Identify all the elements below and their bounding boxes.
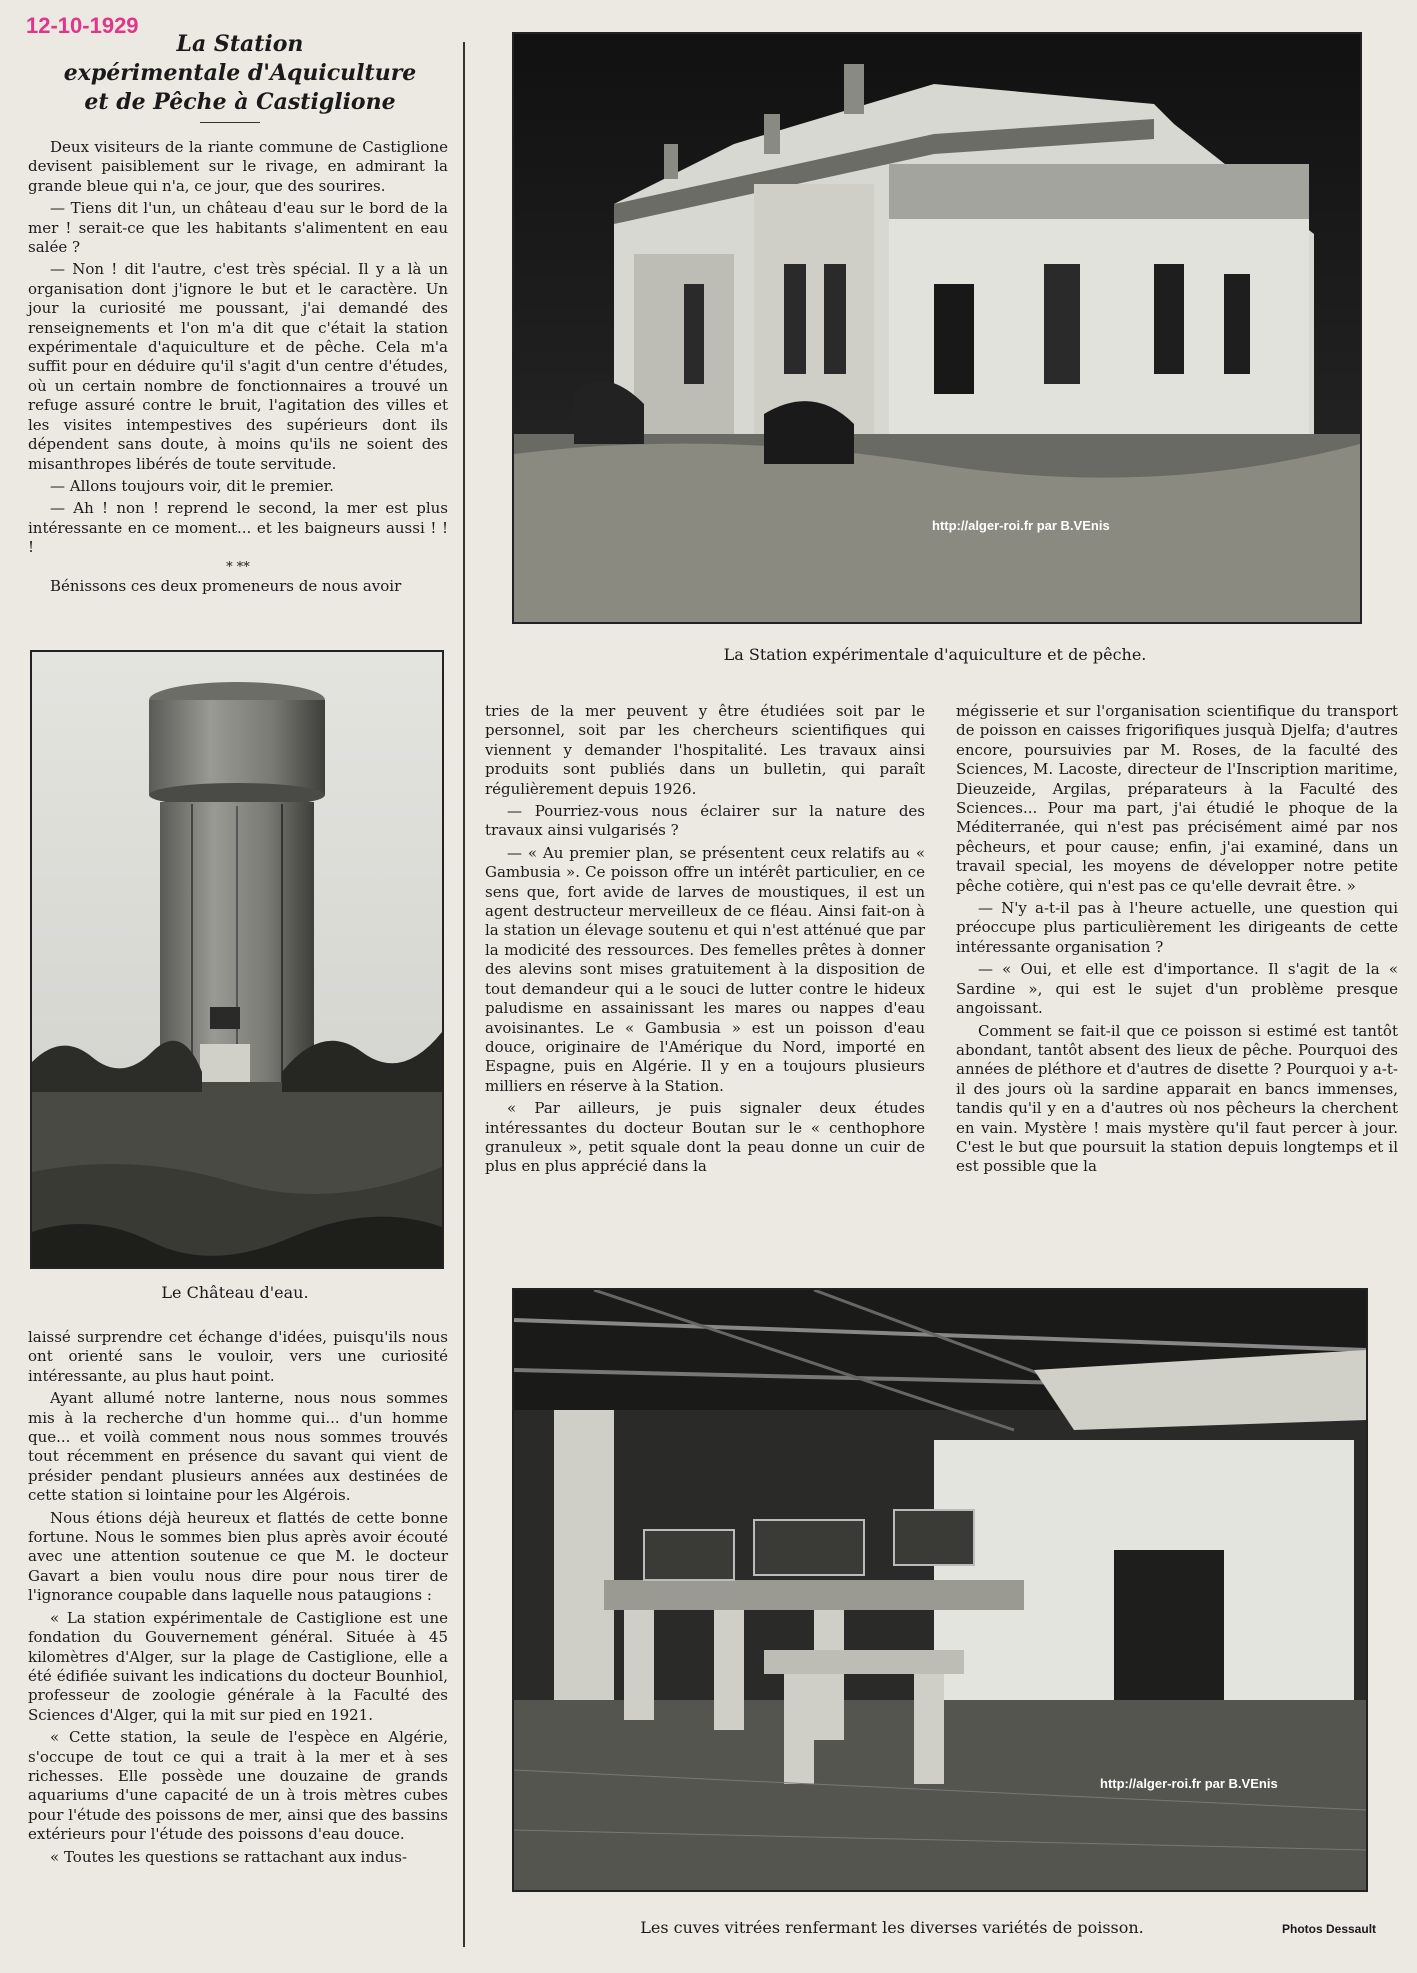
caption-tower: Le Château d'eau. [161, 1283, 309, 1302]
watermark-top: http://alger-roi.fr par B.VEnis [932, 518, 1110, 533]
paragraph: Nous étions déjà heureux et flattés de cette bonne fortune. Nous le sommes bien plus après avoir écouté avec une attention soutenue ce que M. le docteur Gavart a bien voulu nous dire pour nous tirer de l'ignorance coupable dans laquelle nous pataugions : [28, 1508, 448, 1605]
column-right [956, 702, 1398, 1180]
water-tower-photo [30, 650, 444, 1269]
caption-tanks: Les cuves vitrées renfermant les diverses variétés de poisson. [640, 1918, 1144, 1937]
paragraph: — « Au premier plan, se présentent ceux relatifs au « Gambusia ». Ce poisson offre un intérêt particulier, en ce sens que, fort avide de larves de moustiques, il est un agent destructeur merveilleux de ce fléau. Ainsi fait-on à la station un élevage soutenu et qui n'est atténué que par la modicité des ressources. Des femelles prêtes à donner des alevins sont mises gratuitement à la disposition de tout demandeur qui a le souci de lutter contre le hideux paludisme en assainissant les mares ou nappes d'eau avoisinantes. Le « Gambusia » est un poisson d'eau douce, originaire de l'Amérique du Nord, importé en Espagne, puis en Algérie. Il y en a toujours plusieurs milliers en réserve à la Station. [485, 843, 925, 1095]
paragraph: « Par ailleurs, je puis signaler deux études intéressantes du docteur Boutan sur le « centhophore granuleux », petit squale dont la peau donne un cuir de plus en plus apprécié dans la [485, 1099, 925, 1176]
title-line-1: La Station [176, 31, 304, 57]
paragraph: — N'y a-t-il pas à l'heure actuelle, une question qui préoccupe plus particulièrement les dirigeants de cette intéressante organisation ? [956, 899, 1398, 956]
paragraph: — « Oui, et elle est d'importance. Il s'agit de la « Sardine », qui est le sujet d'un problème presque angoissant. [956, 960, 1398, 1018]
station-building-photo [512, 32, 1362, 624]
paragraph: « Cette station, la seule de l'espèce en Algérie, s'occupe de tout ce qui a trait à la mer et à ses richesses. Elle possède une douzaine de grands aquariums d'une capacité de un à trois mètres cubes pour l'étude des poissons de mer, ainsi que des bassins extérieurs pour l'étude des poissons d'eau douce. [28, 1728, 448, 1844]
caption-station: La Station expérimentale d'aquiculture et de pêche. [723, 645, 1147, 664]
column-rule [463, 42, 465, 1947]
station-building-illustration [514, 34, 1360, 622]
watermark-bottom: http://alger-roi.fr par B.VEnis [1100, 1776, 1278, 1791]
paragraph: — Non ! dit l'autre, c'est très spécial. Il y a là un organisation dont j'ignore le but et le caractère. Un jour la curiosité me poussant, j'ai demandé des renseignements et l'on m'a dit que c'était la station expérimentale d'aquiculture et de pêche. Cela m'a suffit pour en déduire qu'il s'agit d'un centre d'études, où un certain nombre de fonctionnaires a trouvé un refuge assuré contre le bruit, l'agitation des villes et les visites intempestives des supérieurs dont ils dépendent sans doute, à moins qu'ils ne soient des misanthropes libérés de toute servitude. [28, 260, 448, 473]
column-left-bottom [28, 1328, 448, 1870]
section-stars: * ** [226, 559, 250, 575]
paragraph: mégisserie et sur l'organisation scientifique du transport de poisson en caisses frigorifiques jusquà Djelfa; d'autres encore, poursuivies par M. Roses, de la faculté des Sciences, M. Lacoste, directeur de l'Inscription maritime, Dieuzeide, Argilas, préparateurs à la Faculté des Sciences... Pour ma part, j'ai étudié le phoque de la Méditerranée, qui n'est pas précisément aimé par nos pêcheurs, et pour cause; enfin, j'ai examiné, dans un travail special, les moyens de développer notre petite pêche cotière, qui n'est pas ce qu'elle devrait être. » [956, 702, 1398, 895]
date-stamp: 12-10-1929 [26, 13, 139, 38]
paragraph: « Toutes les questions se rattachant aux indus- [50, 1847, 408, 1866]
paragraph: — Ah ! non ! reprend le second, la mer est plus intéressante en ce moment... et les baigneurs aussi ! ! ! [28, 499, 448, 557]
paragraph: — Allons toujours voir, dit le premier. [50, 476, 334, 495]
water-tower-illustration [32, 652, 442, 1267]
title-divider [200, 122, 260, 123]
column-middle [485, 702, 925, 1180]
column-left-top [28, 138, 448, 599]
title-line-3: et de Pêche à Castiglione [84, 89, 396, 115]
paragraph: laissé surprendre cet échange d'idées, puisqu'ils nous ont orienté sans le vouloir, vers une curiosité intéressante, au plus haut point. [28, 1328, 448, 1385]
paragraph: Ayant allumé notre lanterne, nous nous sommes mis à la recherche d'un homme qui... d'un homme que... et voilà comment nous nous sommes trouvés tout récemment en présence du savant qui vient de présider pendant plusieurs années aux destinées de cette station si lointaine pour les Algérois. [28, 1389, 448, 1505]
paragraph: — Pourriez-vous nous éclairer sur la nature des travaux ainsi vulgarisés ? [485, 802, 925, 840]
paragraph: — Tiens dit l'un, un château d'eau sur le bord de la mer ! serait-ce que les habitants s'alimentent en eau salée ? [28, 199, 448, 257]
paragraph: Deux visiteurs de la riante commune de Castiglione devisent paisiblement sur le rivage, en admirant la grande bleue qui n'a, ce jour, que des sourires. [28, 138, 448, 195]
title-line-2: expérimentale d'Aquiculture [63, 60, 417, 86]
paragraph: tries de la mer peuvent y être étudiées soit par le personnel, soit par les chercheurs scientifiques qui viennent y demander l'hospitalité. Les travaux ainsi produits sont publiés dans un bulletin, qui paraît régulièrement depuis 1926. [485, 702, 925, 798]
aquarium-tanks-illustration [514, 1290, 1366, 1890]
article-title [40, 30, 440, 117]
paragraph: Comment se fait-il que ce poisson si estimé est tantôt abondant, tantôt absent des lieux de pêche. Pourquoi des années de pléthore et d'autres de disette ? Pourquoi y a-t-il des jours où la sardine apparait en bancs immenses, tandis qu'il y en a d'autres où nos pêcheurs la cherchent en vain. Mystère ! mais mystère qu'il faut percer à jour. C'est le but que poursuit la station depuis longtemps et il est possible que la [956, 1021, 1398, 1176]
paragraph: Bénissons ces deux promeneurs de nous avoir [50, 576, 402, 595]
photo-credit: Photos Dessault [1282, 1922, 1377, 1936]
paragraph: « La station expérimentale de Castiglione est une fondation du Gouvernement général. Située à 45 kilomètres d'Alger, sur la plage de Castiglione, elle a été édifiée suivant les indications du docteur Bounhiol, professeur de zoologie générale à la Faculté des Sciences d'Alger, qui la mit sur pied en 1921. [28, 1608, 448, 1724]
aquarium-tanks-photo [512, 1288, 1368, 1892]
